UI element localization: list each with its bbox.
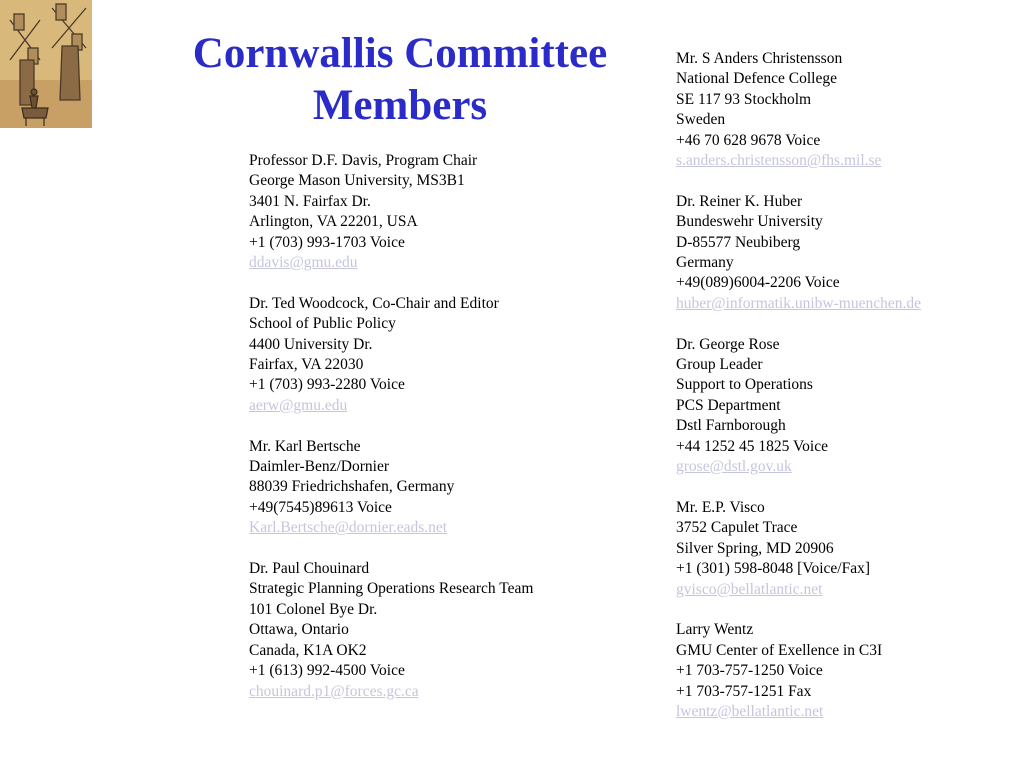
- member-email-link[interactable]: huber@informatik.unibw-muenchen.de: [676, 294, 921, 312]
- member-entry-woodcock: [249, 294, 659, 416]
- member-affiliation: George Mason University, MS3B1: [249, 172, 465, 190]
- member-affiliation: School of Public Policy: [249, 315, 396, 333]
- member-phone: +1 (703) 993-1703 Voice: [249, 233, 405, 251]
- member-phone: +1 (301) 598-8048 [Voice/Fax]: [676, 560, 870, 578]
- member-address: Canada, K1A OK2: [249, 641, 367, 659]
- member-affiliation: Daimler-Benz/Dornier: [249, 458, 389, 476]
- member-entry-bertsche: [249, 437, 659, 539]
- member-address: Dstl Farnborough: [676, 417, 786, 435]
- member-name: Dr. Ted Woodcock, Co-Chair and Editor: [249, 294, 499, 312]
- member-entry-rose: [676, 335, 1016, 478]
- member-entry-visco: [676, 498, 1016, 600]
- member-name: Mr. Karl Bertsche: [249, 437, 361, 455]
- member-affiliation: GMU Center of Exellence in C3I: [676, 641, 883, 659]
- member-name: Mr. S Anders Christensson: [676, 50, 843, 67]
- member-address: Ottawa, Ontario: [249, 621, 349, 639]
- member-name: Mr. E.P. Visco: [676, 498, 765, 516]
- member-address: 88039 Friedrichshafen, Germany: [249, 478, 455, 496]
- member-email-link[interactable]: lwentz@bellatlantic.net: [676, 702, 824, 720]
- windmills-logo-icon: [0, 0, 92, 128]
- member-phone: +1 (703) 993-2280 Voice: [249, 376, 405, 394]
- member-phone: +1 (613) 992-4500 Voice: [249, 662, 405, 680]
- member-entry-christensson: [676, 49, 1016, 171]
- member-name: Larry Wentz: [676, 621, 754, 639]
- member-fax: +1 703-757-1251 Fax: [676, 682, 812, 700]
- member-affiliation: PCS Department: [676, 396, 781, 414]
- member-role: Group Leader: [676, 356, 763, 374]
- member-name: Dr. Paul Chouinard: [249, 560, 370, 578]
- page-title-line-2: Members: [312, 82, 488, 129]
- member-phone: +46 70 628 9678 Voice: [676, 131, 821, 149]
- member-phone: +49(089)6004-2206 Voice: [676, 274, 840, 292]
- member-affiliation: Strategic Planning Operations Research Team: [249, 580, 534, 598]
- member-address: Silver Spring, MD 20906: [676, 539, 834, 557]
- member-address: D-85577 Neubiberg: [676, 233, 801, 251]
- member-address: 3752 Capulet Trace: [676, 519, 798, 537]
- member-address: Germany: [676, 254, 734, 272]
- member-entry-chouinard: [249, 559, 659, 702]
- member-email-link[interactable]: ddavis@gmu.edu: [249, 254, 358, 272]
- member-name: Dr. George Rose: [676, 335, 780, 353]
- member-name: Dr. Reiner K. Huber: [676, 192, 803, 210]
- member-email-link[interactable]: grose@dstl.gov.uk: [676, 458, 792, 476]
- member-email-link[interactable]: s.anders.christensson@fhs.mil.se: [676, 152, 882, 170]
- member-entry-davis: [249, 151, 659, 273]
- member-address: Arlington, VA 22201, USA: [249, 213, 418, 231]
- member-email-link[interactable]: chouinard.p1@forces.gc.ca: [249, 682, 419, 700]
- member-address: 4400 University Dr.: [249, 335, 373, 353]
- member-email-link[interactable]: gvisco@bellatlantic.net: [676, 580, 823, 598]
- member-email-link[interactable]: Karl.Bertsche@dornier.eads.net: [249, 519, 448, 537]
- page-title-line-1: Cornwallis Committee: [192, 30, 608, 77]
- member-address: 101 Colonel Bye Dr.: [249, 600, 378, 618]
- member-role: Support to Operations: [676, 376, 813, 394]
- member-phone: +44 1252 45 1825 Voice: [676, 437, 828, 455]
- member-address: SE 117 93 Stockholm: [676, 90, 812, 108]
- member-phone: +1 703-757-1250 Voice: [676, 662, 823, 680]
- member-name: Professor D.F. Davis, Program Chair: [249, 152, 478, 169]
- member-entry-wentz: [676, 620, 1016, 722]
- member-address: 3401 N. Fairfax Dr.: [249, 192, 371, 210]
- member-entry-huber: [676, 192, 1016, 314]
- left-member-column: [249, 151, 659, 722]
- member-affiliation: National Defence College: [676, 70, 837, 88]
- page-title: [160, 28, 640, 132]
- member-email-link[interactable]: aerw@gmu.edu: [249, 396, 348, 414]
- member-address: Fairfax, VA 22030: [249, 356, 364, 374]
- right-member-column: [676, 49, 1016, 743]
- member-phone: +49(7545)89613 Voice: [249, 498, 392, 516]
- member-address: Sweden: [676, 111, 726, 129]
- member-affiliation: Bundeswehr University: [676, 213, 823, 231]
